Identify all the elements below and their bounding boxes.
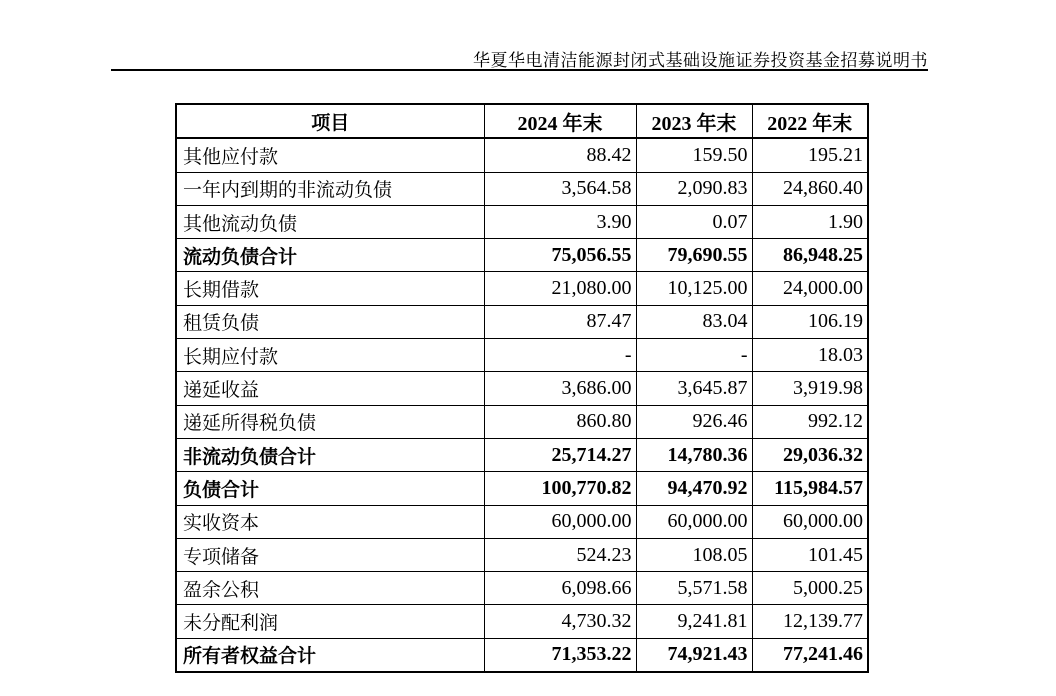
cell-2022: 106.19 <box>752 305 868 338</box>
balance-sheet-table <box>175 103 869 673</box>
cell-2023: 14,780.36 <box>636 438 752 471</box>
header-divider <box>111 69 928 71</box>
cell-2022: 3,919.98 <box>752 372 868 405</box>
cell-2024: 3,686.00 <box>484 372 636 405</box>
column-header-2024: 2024 年末 <box>484 104 636 138</box>
cell-2024: 88.42 <box>484 138 636 172</box>
cell-2024: 25,714.27 <box>484 438 636 471</box>
table-row <box>176 339 868 372</box>
table-row <box>176 638 868 672</box>
row-label: 其他流动负债 <box>176 205 484 238</box>
cell-2023: 0.07 <box>636 205 752 238</box>
cell-2024: 100,770.82 <box>484 472 636 505</box>
cell-2023: 74,921.43 <box>636 638 752 672</box>
column-header-2023: 2023 年末 <box>636 104 752 138</box>
cell-2022: 115,984.57 <box>752 472 868 505</box>
table-row <box>176 438 868 471</box>
cell-2023: 60,000.00 <box>636 505 752 538</box>
cell-2022: 12,139.77 <box>752 605 868 638</box>
cell-2023: 10,125.00 <box>636 272 752 305</box>
row-label: 未分配利润 <box>176 605 484 638</box>
table-row <box>176 138 868 172</box>
cell-2023: 159.50 <box>636 138 752 172</box>
row-label: 递延收益 <box>176 372 484 405</box>
cell-2024: 75,056.55 <box>484 239 636 272</box>
table-row <box>176 172 868 205</box>
table-row <box>176 472 868 505</box>
cell-2024: 6,098.66 <box>484 572 636 605</box>
cell-2024: 524.23 <box>484 538 636 571</box>
cell-2022: 77,241.46 <box>752 638 868 672</box>
table-row <box>176 572 868 605</box>
cell-2024: 87.47 <box>484 305 636 338</box>
row-label: 流动负债合计 <box>176 239 484 272</box>
table-body <box>176 138 868 672</box>
row-label: 长期应付款 <box>176 339 484 372</box>
cell-2023: 83.04 <box>636 305 752 338</box>
cell-2024: 4,730.32 <box>484 605 636 638</box>
table-row <box>176 405 868 438</box>
cell-2023: 9,241.81 <box>636 605 752 638</box>
row-label: 盈余公积 <box>176 572 484 605</box>
cell-2023: 926.46 <box>636 405 752 438</box>
cell-2024: 3,564.58 <box>484 172 636 205</box>
cell-2023: 108.05 <box>636 538 752 571</box>
cell-2023: 2,090.83 <box>636 172 752 205</box>
row-label: 专项储备 <box>176 538 484 571</box>
row-label: 所有者权益合计 <box>176 638 484 672</box>
document-header-title: 华夏华电清洁能源封闭式基础设施证券投资基金招募说明书 <box>473 51 928 71</box>
cell-2024: 3.90 <box>484 205 636 238</box>
cell-2024: 71,353.22 <box>484 638 636 672</box>
cell-2022: 5,000.25 <box>752 572 868 605</box>
cell-2022: 992.12 <box>752 405 868 438</box>
cell-2023: - <box>636 339 752 372</box>
table-header-row <box>176 104 868 138</box>
cell-2022: 29,036.32 <box>752 438 868 471</box>
cell-2024: 860.80 <box>484 405 636 438</box>
table-row <box>176 538 868 571</box>
cell-2023: 79,690.55 <box>636 239 752 272</box>
cell-2022: 1.90 <box>752 205 868 238</box>
cell-2022: 24,860.40 <box>752 172 868 205</box>
row-label: 非流动负债合计 <box>176 438 484 471</box>
table-row <box>176 239 868 272</box>
table-row <box>176 605 868 638</box>
row-label: 其他应付款 <box>176 138 484 172</box>
row-label: 长期借款 <box>176 272 484 305</box>
table-row <box>176 272 868 305</box>
cell-2022: 195.21 <box>752 138 868 172</box>
table-row <box>176 305 868 338</box>
column-header-item: 项目 <box>176 104 484 138</box>
cell-2024: - <box>484 339 636 372</box>
cell-2024: 60,000.00 <box>484 505 636 538</box>
row-label: 实收资本 <box>176 505 484 538</box>
row-label: 负债合计 <box>176 472 484 505</box>
cell-2022: 60,000.00 <box>752 505 868 538</box>
column-header-2022: 2022 年末 <box>752 104 868 138</box>
cell-2024: 21,080.00 <box>484 272 636 305</box>
table-row <box>176 372 868 405</box>
table-row <box>176 205 868 238</box>
table-row <box>176 505 868 538</box>
row-label: 租赁负债 <box>176 305 484 338</box>
cell-2022: 86,948.25 <box>752 239 868 272</box>
cell-2023: 3,645.87 <box>636 372 752 405</box>
cell-2022: 24,000.00 <box>752 272 868 305</box>
cell-2023: 94,470.92 <box>636 472 752 505</box>
cell-2022: 101.45 <box>752 538 868 571</box>
cell-2022: 18.03 <box>752 339 868 372</box>
row-label: 一年内到期的非流动负债 <box>176 172 484 205</box>
row-label: 递延所得税负债 <box>176 405 484 438</box>
cell-2023: 5,571.58 <box>636 572 752 605</box>
